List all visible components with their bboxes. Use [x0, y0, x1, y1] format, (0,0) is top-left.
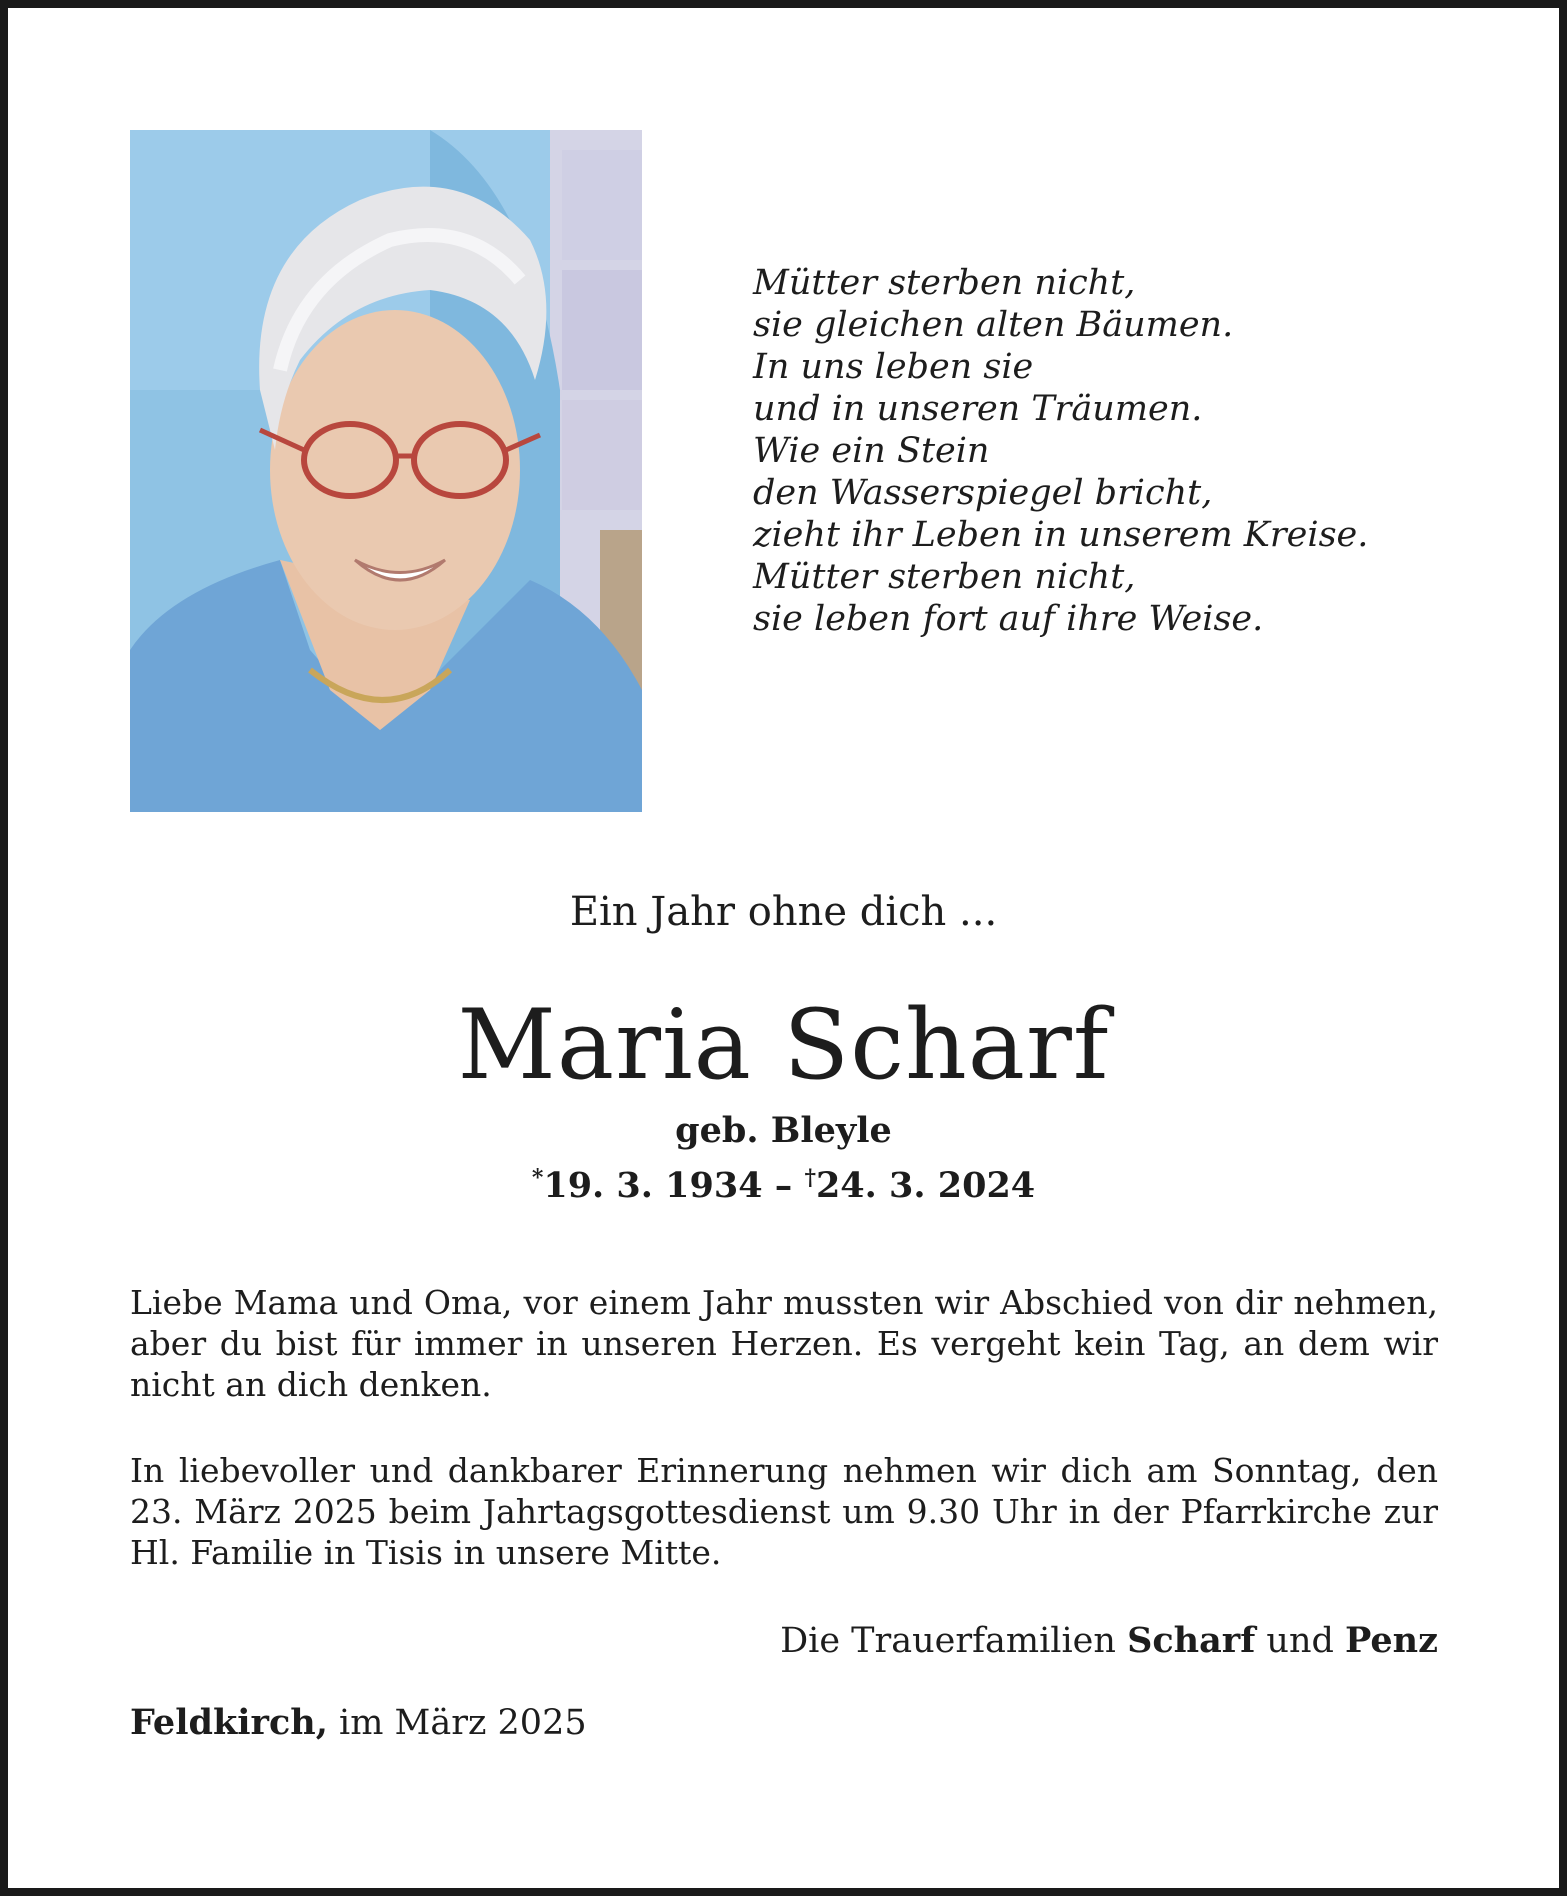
- birth-symbol: *: [531, 1165, 544, 1191]
- poem-line: In uns leben sie: [753, 347, 1034, 387]
- place-date: [130, 1702, 587, 1744]
- date-dash: –: [762, 1165, 805, 1206]
- birth-date: 19. 3. 1934: [543, 1165, 763, 1206]
- place-date-text: im März 2025: [327, 1703, 587, 1743]
- life-dates: [0, 1156, 1567, 1208]
- message-paragraph-1: Liebe Mama und Oma, vor einem Jahr mussten wir Abschied von dir nehmen, aber du bist für immer in unseren Herzen. Es vergeht kein Tag, an dem wir nicht an dich denken.: [130, 1283, 1438, 1404]
- place-city: Feldkirch,: [130, 1702, 328, 1743]
- poem-line: Mütter sterben nicht,: [753, 263, 1136, 303]
- deceased-name: Maria Scharf: [457, 989, 1110, 1101]
- subtitle: Ein Jahr ohne dich ...: [569, 889, 998, 935]
- signature-joiner: und: [1255, 1621, 1346, 1661]
- poem-line: und in unseren Träumen.: [753, 389, 1203, 429]
- poem-line: sie gleichen alten Bäumen.: [753, 305, 1234, 345]
- maiden-name: geb. Bleyle: [675, 1110, 892, 1151]
- poem-line: zieht ihr Leben in unserem Kreise.: [753, 515, 1369, 555]
- family-name-scharf: Scharf: [1127, 1620, 1256, 1661]
- poem-line: Mütter sterben nicht,: [753, 557, 1136, 597]
- death-date: 24. 3. 2024: [815, 1165, 1036, 1206]
- signature-prefix: Die Trauerfamilien: [780, 1621, 1128, 1661]
- poem-line: den Wasserspiegel bricht,: [753, 473, 1213, 513]
- poem: [753, 262, 1453, 640]
- portrait-photo: [130, 130, 642, 812]
- death-symbol: †: [804, 1165, 816, 1191]
- poem-line: sie leben fort auf ihre Weise.: [753, 599, 1264, 639]
- message-paragraph-2: In liebevoller und dankbarer Erinnerung nehmen wir dich am Sonntag, den 23. März 2025 beim Jahrtagsgottesdienst um 9.30 Uhr in der Pfarrkirche zur Hl. Familie in Tisis in unsere Mitte.: [130, 1451, 1438, 1572]
- signature: [780, 1620, 1438, 1662]
- family-name-penz: Penz: [1345, 1620, 1438, 1661]
- poem-line: Wie ein Stein: [753, 431, 990, 471]
